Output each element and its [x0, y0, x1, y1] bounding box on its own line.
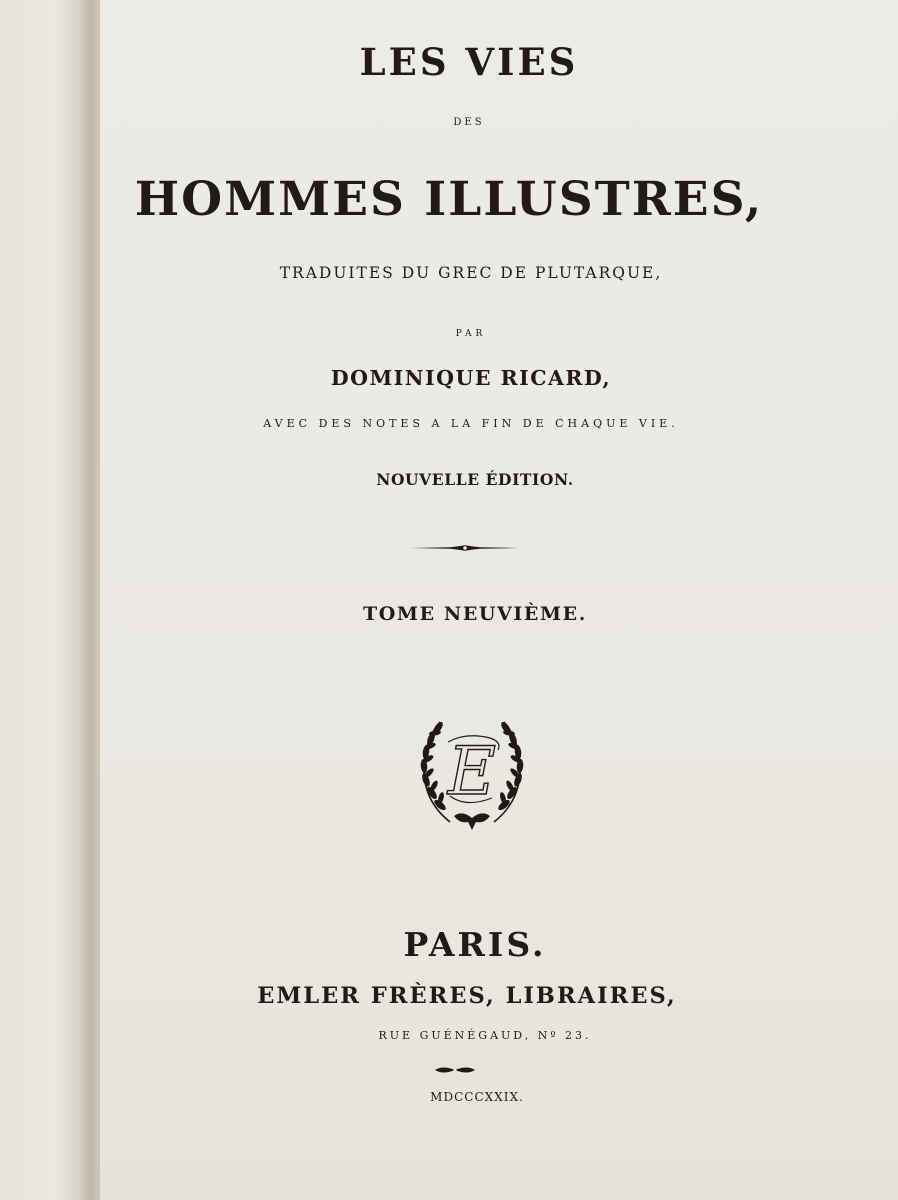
horizontal-rule-ornament-icon: [410, 541, 520, 555]
volume-line: TOME NEUVIÈME.: [363, 603, 587, 625]
publisher-city: PARIS.: [403, 925, 547, 964]
subtitle: TRADUITES DU GREC DE PLUTARQUE,: [279, 264, 663, 282]
by-line: PAR: [455, 329, 487, 339]
publisher-name: EMLER FRÈRES, LIBRAIRES,: [257, 983, 677, 1009]
monogram-letter: E: [447, 733, 497, 810]
edition-line: NOUVELLE ÉDITION.: [376, 470, 574, 489]
publication-year: MDCCCXXIX.: [430, 1090, 524, 1104]
notes-line: AVEC DES NOTES A LA FIN DE CHAQUE VIE.: [263, 417, 679, 430]
laurel-wreath-monogram-icon: [410, 712, 534, 836]
small-fleuron-ornament-icon: [433, 1064, 477, 1076]
author-name: DOMINIQUE RICARD,: [330, 366, 612, 390]
publisher-address: RUE GUÉNÉGAUD, Nº 23.: [378, 1029, 592, 1042]
title-line-1: LES VIES: [359, 40, 579, 84]
title-line-2: HOMMES ILLUSTRES,: [134, 172, 764, 227]
title-connector: DES: [453, 117, 485, 128]
